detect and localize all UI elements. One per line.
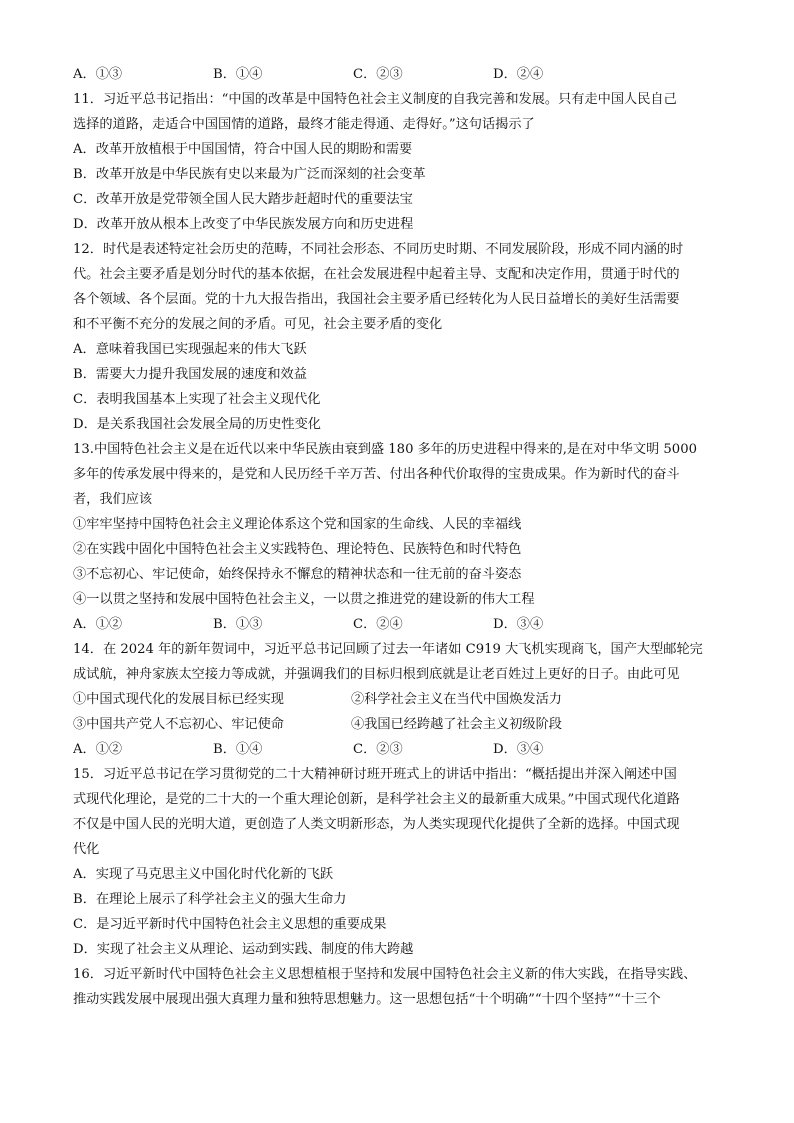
text-line: C．表明我国基本上实现了社会主义现代化 (73, 392, 321, 407)
text-line: B．在理论上展示了科学社会主义的强大生命力 (73, 892, 347, 907)
choice-option: B．①④ (213, 742, 263, 757)
text-line: 者，我们应该 (73, 492, 153, 507)
text-line: D．实现了社会主义从理论、运动到实践、制度的伟大跨越 (73, 942, 414, 957)
text-line: 不仅是中国人民的光明大道，更创造了人类文明新形态，为人类实现现代化提供了全新的选择。中国式现 (73, 817, 680, 832)
text-line: 14．在 2024 年的新年贺词中，习近平总书记回顾了过去一年诸如 C919 大飞机实现商飞，国产大型邮轮完 (73, 642, 703, 657)
text-line: 13.中国特色社会主义是在近代以来中华民族由衰到盛 180 多年的历史进程中得来的,是在对中华文明 5000 (73, 442, 697, 457)
text-line: ①牢牢坚持中国特色社会主义理论体系这个党和国家的生命线、人民的幸福线 (73, 517, 522, 532)
text-line: D．改革开放从根本上改变了中华民族发展方向和历史进程 (73, 217, 414, 232)
text-line: A．改革开放植根于中国国情，符合中国人民的期盼和需要 (73, 142, 413, 157)
choice-option: B．①④ (213, 67, 263, 82)
text-line: C．是习近平新时代中国特色社会主义思想的重要成果 (73, 917, 387, 932)
text-line: B．需要大力提升我国发展的速度和效益 (73, 367, 307, 382)
text-line: A．意味着我国已实现强起来的伟大飞跃 (73, 342, 307, 357)
choice-option: A．①② (73, 742, 123, 757)
choice-option: A．①③ (73, 67, 123, 82)
answer-choices-row (73, 612, 723, 637)
choice-option: D．②④ (493, 67, 544, 82)
text-line: D．是关系我国社会发展全局的历史性变化 (73, 417, 321, 432)
text-line: 代化 (73, 842, 100, 857)
text-line: ④一以贯之坚持和发展中国特色社会主义，一以贯之推进党的建设新的伟大工程 (73, 592, 535, 607)
answer-choices-row (73, 62, 723, 87)
text-line: 多年的传承发展中得来的，是党和人民历经千辛万苦、付出各种代价取得的宝贵成果。作为新时代的奋斗 (73, 467, 680, 482)
choice-option: ①中国式现代化的发展目标已经实现 (73, 692, 284, 707)
text-line: 成试航，神舟家族太空接力等成就，并强调我们的目标归根到底就是让老百姓过上更好的日子。由此可见 (73, 667, 680, 682)
text-line: 选择的道路，走适合中国国情的道路，最终才能走得通、走得好。”这句话揭示了 (73, 117, 535, 132)
text-line: 16．习近平新时代中国特色社会主义思想植根于坚持和发展中国特色社会主义新的伟大实践，在指导实践、 (73, 967, 697, 982)
statement-choices-row (73, 687, 723, 712)
text-line: ③不忘初心、牢记使命，始终保持永不懈怠的精神状态和一往无前的奋斗姿态 (73, 567, 522, 582)
statement-choices-row (73, 712, 723, 737)
choice-option: D．③④ (493, 742, 544, 757)
text-line: 12．时代是表述特定社会历史的范畴，不同社会形态、不同历史时期、不同发展阶段，形成不同内涵的时 (73, 242, 684, 257)
text-line: 15．习近平总书记在学习贯彻党的二十大精神研讨班开班式上的讲话中指出：“概括提出并深入阐述中国 (73, 767, 677, 782)
text-line: 推动实践发展中展现出强大真理力量和独特思想魅力。这一思想包括“十个明确”“十四个坚持”“十三个 (73, 992, 661, 1007)
text-line: 代。社会主要矛盾是划分时代的基本依据，在社会发展进程中起着主导、支配和决定作用，贯通于时代的 (73, 267, 680, 282)
choice-option: A．①② (73, 617, 123, 632)
choice-option: ②科学社会主义在当代中国焕发活力 (351, 692, 562, 707)
choice-option: ④我国已经跨越了社会主义初级阶段 (351, 717, 562, 732)
text-line: C．改革开放是党带领全国人民大踏步赶超时代的重要法宝 (73, 192, 413, 207)
text-line: 各个领域、各个层面。党的十九大报告指出，我国社会主要矛盾已经转化为人民日益增长的美好生活需要 (73, 292, 680, 307)
text-line: B．改革开放是中华民族有史以来最为广泛而深刻的社会变革 (73, 167, 426, 182)
answer-choices-row (73, 737, 723, 762)
text-line: 式现代化理论，是党的二十大的一个重大理论创新，是科学社会主义的最新重大成果。”中国式现代化道路 (73, 792, 680, 807)
choice-option: C．②③ (353, 67, 403, 82)
choice-option: ③中国共产党人不忘初心、牢记使命 (73, 717, 284, 732)
choice-option: C．②④ (353, 617, 403, 632)
text-line: ②在实践中固化中国特色社会主义实践特色、理论特色、民族特色和时代特色 (73, 542, 522, 557)
text-line: A．实现了马克思主义中国化时代化新的飞跃 (73, 867, 334, 882)
choice-option: D．③④ (493, 617, 544, 632)
exam-page (73, 62, 723, 1012)
text-line: 和不平衡不充分的发展之间的矛盾。可见，社会主要矛盾的变化 (73, 317, 443, 332)
choice-option: B．①③ (213, 617, 263, 632)
choice-option: C．②③ (353, 742, 403, 757)
text-line: 11．习近平总书记指出：“中国的改革是中国特色社会主义制度的自我完善和发展。只有走中国人民自己 (73, 92, 677, 107)
